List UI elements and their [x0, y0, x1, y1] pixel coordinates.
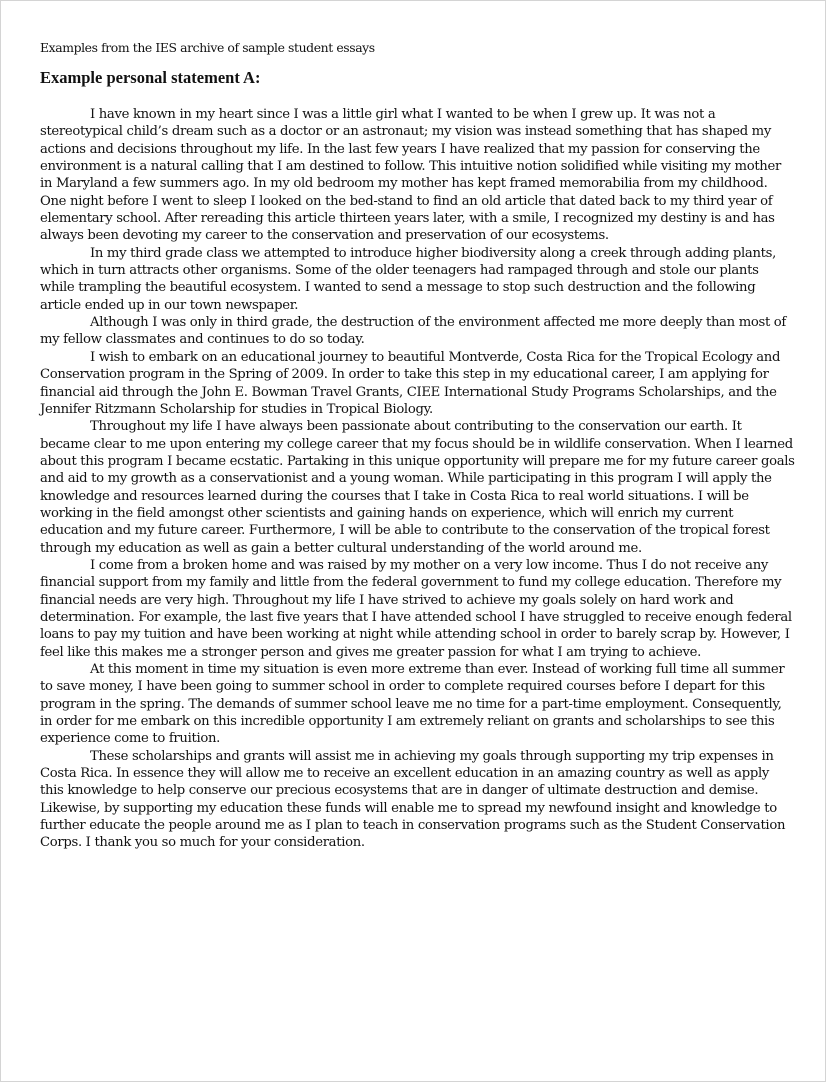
statement-heading: Example personal statement A:	[40, 68, 261, 87]
paragraph-7: At this moment in time my situation is even more extreme than ever. Instead of working full time all summer to save money, I have been going to summer school in order to complete required courses before I depart for this program in the spring. The demands of summer school leave me no time for a part-time employment. Consequently, in order for me embark on this incredible opportunity I am extremely reliant on grants and scholarships to see this experience come to fruition.	[40, 662, 785, 747]
document-header: Examples from the IES archive of sample student essays	[40, 40, 375, 55]
paragraph-5: Throughout my life I have always been passionate about contributing to the conservation our earth. It became clear to me upon entering my college career that my focus should be in wildlife conservation. When I learned about this program I became ecstatic. Partaking in this unique opportunity will prepare me for my future career goals and aid to my growth as a conservationist and a young woman. While participating in this program I will apply the knowledge and resources learned during the courses that I take in Costa Rica to real world situations. I will be working in the field amongst other scientists and gaining hands on experience, which will enrich my current education and my future career. Furthermore, I will be able to contribute to the conservation of the tropical forest through my education as well as gain a better cultural understanding of the world around me.	[40, 419, 795, 556]
paragraph-6: I come from a broken home and was raised by my mother on a very low income. Thus I do not receive any financial support from my family and little from the federal government to fund my college education. Therefore my financial needs are very high. Throughout my life I have strived to achieve my goals solely on hard work and determination. For example, the last five years that I have attended school I have struggled to receive enough federal loans to pay my tuition and have been working at night while attending school in order to barely scrap by. However, I feel like this makes me a stronger person and gives me greater passion for what I am trying to achieve.	[40, 557, 792, 660]
paragraph-1: I have known in my heart since I was a little girl what I wanted to be when I grew up. It was not a stereotypical child’s dream such as a doctor or an astronaut; my vision was instead something that has shaped my actions and decisions throughout my life. In the last few years I have realized that my passion for conserving the environment is a natural calling that I am destined to follow. This intuitive notion solidified while visiting my mother in Maryland a few summers ago. In my old bedroom my mother has kept framed memorabilia from my childhood. One night before I went to sleep I looked on the bed-stand to find an old article that dated back to my third year of elementary school. After rereading this article thirteen years later, with a smile, I recognized my destiny is and has always been devoting my career to the conservation and preservation of our ecosystems.	[40, 107, 781, 244]
paragraph-8: These scholarships and grants will assist me in achieving my goals through supporting my trip expenses in Costa Rica. In essence they will allow me to receive an excellent education in an amazing country as well as apply this knowledge to help conserve our precious ecosystems that are in danger of ultimate destruction and demise. Likewise, by supporting my education these funds will enable me to spread my newfound insight and knowledge to further educate the people around me as I plan to teach in conservation programs such as the Student Conservation Corps. I thank you so much for your consideration.	[40, 748, 786, 851]
paragraph-3: Although I was only in third grade, the destruction of the environment affected me more deeply than most of my fellow classmates and continues to do so today.	[40, 315, 786, 348]
paragraph-4: I wish to embark on an educational journey to beautiful Montverde, Costa Rica for the Tropical Ecology and Conservation program in the Spring of 2009. In order to take this step in my educational career, I am applying for financial aid through the John E. Bowman Travel Grants, CIEE International Study Programs Scholarships, and the Jennifer Ritzmann Scholarship for studies in Tropical Biology.	[40, 349, 781, 417]
paragraph-2: In my third grade class we attempted to introduce higher biodiversity along a creek through adding plants, which in turn attracts other organisms. Some of the older teenagers had rampaged through and stole our plants while trampling the beautiful ecosystem. I wanted to send a message to stop such destruction and the following article ended up in our town newspaper.	[40, 245, 776, 313]
document-body	[40, 39, 795, 852]
